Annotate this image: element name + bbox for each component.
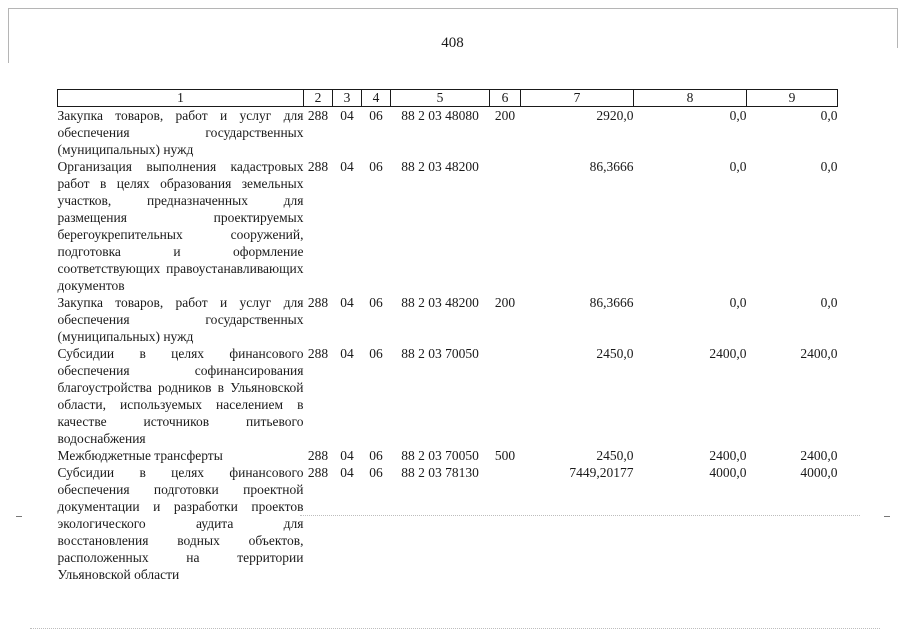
amount-col8: 2400,0 — [709, 448, 747, 463]
expense-type-code: 500 — [494, 448, 516, 463]
table-row — [58, 464, 838, 583]
amount-col9: 0,0 — [820, 108, 838, 123]
subsection-code: 06 — [369, 108, 383, 123]
scan-artifact-tick — [16, 516, 22, 517]
amount-col9: 2400,0 — [800, 346, 838, 361]
table-row — [58, 345, 838, 447]
column-header-2: 2 — [304, 90, 333, 107]
amount-col9: 2400,0 — [800, 448, 838, 463]
section-code: 04 — [340, 465, 354, 480]
table-row — [58, 447, 838, 464]
scan-border-top — [8, 8, 898, 9]
row-description: Субсидии в целях финансового обеспечения софинансирования благоустройства родников в Ульяновской области, используемых населением в качестве источников питьевого водоснабжения — [57, 346, 304, 446]
column-header-4: 4 — [362, 90, 391, 107]
section-code: 04 — [340, 448, 354, 463]
expense-type-code — [490, 464, 521, 583]
section-code: 04 — [340, 159, 354, 174]
column-header-7: 7 — [521, 90, 634, 107]
scan-artifact-line — [300, 515, 860, 516]
table-row — [58, 158, 838, 294]
column-header-3: 3 — [333, 90, 362, 107]
column-header-6: 6 — [490, 90, 521, 107]
subsection-code: 06 — [369, 295, 383, 310]
section-code: 04 — [340, 108, 354, 123]
expense-type-code: 200 — [494, 108, 516, 123]
table-row — [58, 294, 838, 345]
row-description: Закупка товаров, работ и услуг для обеспечения государственных (муниципальных) нужд — [57, 108, 304, 157]
amount-col7: 2450,0 — [596, 448, 634, 463]
scan-artifact-tick — [884, 516, 890, 517]
page-number: 408 — [441, 35, 464, 51]
table-row — [58, 107, 838, 159]
target-article-code: 88 2 03 48200 — [401, 295, 479, 310]
subsection-code: 06 — [369, 159, 383, 174]
column-number-header-row — [58, 90, 838, 107]
subsection-code: 06 — [369, 346, 383, 361]
amount-col7: 7449,20177 — [569, 465, 634, 480]
amount-col7: 2920,0 — [596, 108, 634, 123]
amount-col8: 4000,0 — [709, 465, 747, 480]
amount-col7: 86,3666 — [589, 295, 634, 310]
target-article-code: 88 2 03 70050 — [401, 448, 479, 463]
expense-type-code: 200 — [494, 295, 516, 310]
row-description: Закупка товаров, работ и услуг для обеспечения государственных (муниципальных) нужд — [57, 295, 304, 344]
amount-col8: 2400,0 — [709, 346, 747, 361]
column-header-1: 1 — [58, 90, 304, 107]
row-description: Организация выполнения кадастровых работ в целях образования земельных участков, предназначенных для размещения проектируемых берегоукрепительных сооружений, подготовка и оформление соответствующих правоустанавливающих документов — [57, 159, 304, 293]
scan-artifact-bottom-line — [30, 628, 880, 629]
target-article-code: 88 2 03 48080 — [401, 108, 479, 123]
target-article-code: 88 2 03 48200 — [401, 159, 479, 174]
amount-col7: 86,3666 — [589, 159, 634, 174]
subsection-code: 06 — [369, 448, 383, 463]
target-article-code: 88 2 03 78130 — [401, 465, 479, 480]
column-header-8: 8 — [634, 90, 747, 107]
ministry-code: 288 — [307, 159, 329, 174]
row-description: Межбюджетные трансферты — [57, 448, 223, 463]
section-code: 04 — [340, 346, 354, 361]
ministry-code: 288 — [307, 295, 329, 310]
amount-col8: 0,0 — [729, 295, 747, 310]
expense-type-code — [490, 158, 521, 294]
amount-col9: 4000,0 — [800, 465, 838, 480]
amount-col9: 0,0 — [820, 159, 838, 174]
amount-col8: 0,0 — [729, 108, 747, 123]
subsection-code: 06 — [369, 465, 383, 480]
amount-col7: 2450,0 — [596, 346, 634, 361]
section-code: 04 — [340, 295, 354, 310]
target-article-code: 88 2 03 70050 — [401, 346, 479, 361]
column-header-9: 9 — [747, 90, 838, 107]
budget-table — [57, 89, 838, 583]
ministry-code: 288 — [307, 346, 329, 361]
ministry-code: 288 — [307, 108, 329, 123]
amount-col8: 0,0 — [729, 159, 747, 174]
ministry-code: 288 — [307, 448, 329, 463]
row-description: Субсидии в целях финансового обеспечения подготовки проектной документации и разработки проектов экологического аудита для восстановления водных объектов, расположенных на территории Ульяновской области — [57, 465, 304, 582]
column-header-5: 5 — [391, 90, 490, 107]
amount-col9: 0,0 — [820, 295, 838, 310]
ministry-code: 288 — [307, 465, 329, 480]
expense-type-code — [490, 345, 521, 447]
